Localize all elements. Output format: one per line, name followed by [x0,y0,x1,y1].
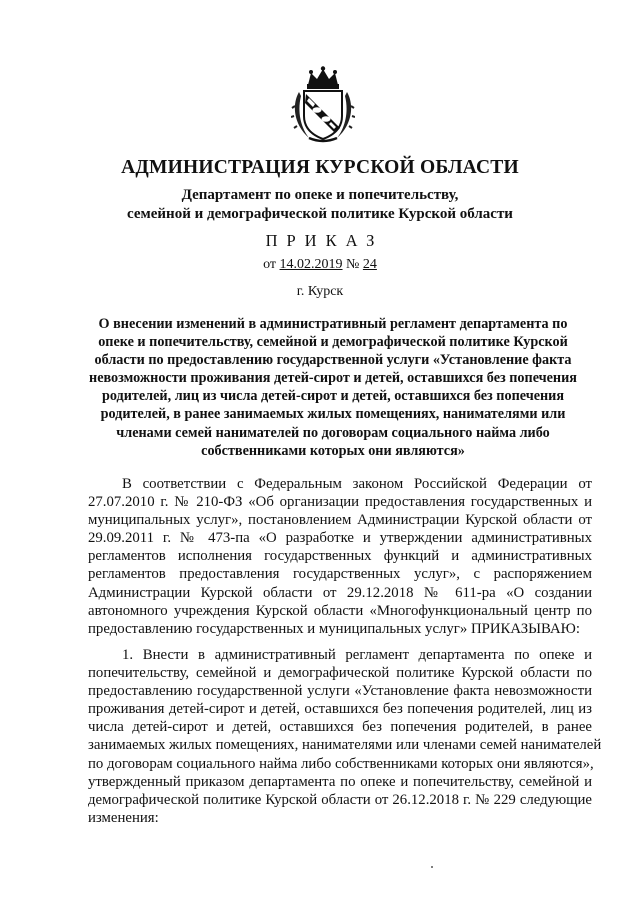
order-number: 24 [362,257,377,272]
paragraph-line: числа детей-сирот и детей, оставшихся без попечения родителей, в ранее [88,719,592,736]
paragraph-line: предоставлению государственных и муниципальных услуг» ПРИКАЗЫВАЮ: [88,620,581,637]
paragraph-line: Администрации Курской области от 29.12.2018 № 611-ра «О создании [88,584,592,601]
department-line: семейной и демографической политике Курской области [127,206,513,222]
document-type: ПРИКАЗ [265,231,384,250]
subject-line: членами семей нанимателей по договорам социального найма либо [116,424,550,441]
paragraph-line: 29.09.2011 г. № 473-па «О разработке и утверждении административных [88,530,592,547]
item-1-paragraph [88,646,602,827]
paragraph-line: регламентов исполнения государственных функций и административных [88,548,592,565]
paragraph-line: автономного учреждения Курской области «Многофункциональный центр по [88,602,592,619]
paragraph-line: 1. Внести в административный регламент департамента по опеке и [122,647,592,663]
department-line: Департамент по опеке и попечительству, [181,187,459,203]
subject-line: невозможности проживания детей-сирот и детей, оставшихся без попечения [89,370,577,387]
subject-line: родителей, лиц из числа детей-сирот и детей, оставшихся без попечения [101,388,565,405]
subject-line: собственниками которых они являются» [201,442,465,459]
paragraph-line: регламентов предоставления государственных услуг», с распоряжением [88,566,592,583]
paragraph-line: 27.07.2010 г. № 210-ФЗ «Об организации предоставления государственных и [88,494,592,511]
order-date: 14.02.2019 [279,257,343,272]
coat-of-arms-icon [291,66,355,144]
paragraph-line: проживания детей-сирот и детей, оставшихся без попечения родителей, лиц из [88,701,592,718]
order-subject [72,315,594,460]
paragraph-line: предоставлению государственной услуги «Установление факта невозможности [88,683,592,700]
paragraph-line: муниципальных услуг», постановлением Администрации Курской области от [88,512,592,529]
subject-line: опеке и попечительству, семейной и демографической политике Курской [98,334,568,351]
number-sign: № [346,257,360,272]
preamble-paragraph [88,475,592,638]
paragraph-line: по договорам социального найма либо собственниками которых они являются», [88,755,594,772]
subject-line: родителей, в ранее занимаемых жилых помещениях, нанимателями или [100,406,566,423]
paragraph-line: изменения: [88,809,159,826]
paragraph-line: утвержденный приказом департамента по опеке и попечительству, семейной и [88,773,592,790]
paragraph-line: занимаемых жилых помещениях, нанимателями или членами семей нанимателей [88,737,602,754]
date-prefix: от [263,257,277,272]
subject-line: О внесении изменений в административный регламент департамента по [98,316,568,332]
paragraph-line: демографической политике Курской области от 26.12.2018 г. № 229 следующие [88,791,592,808]
subject-line: области по предоставлению государственной услуги «Установление факта [94,352,572,369]
city: г. Курск [296,284,344,299]
scan-speck [431,866,433,868]
organization-title: АДМИНИСТРАЦИЯ КУРСКОЙ ОБЛАСТИ [121,157,519,178]
paragraph-line: В соответствии с Федеральным законом Российской Федерации от [122,476,592,492]
date-number-line [0,257,640,273]
department-name [0,186,640,224]
paragraph-line: попечительству, семейной и демографической политике Курской области по [88,665,592,682]
